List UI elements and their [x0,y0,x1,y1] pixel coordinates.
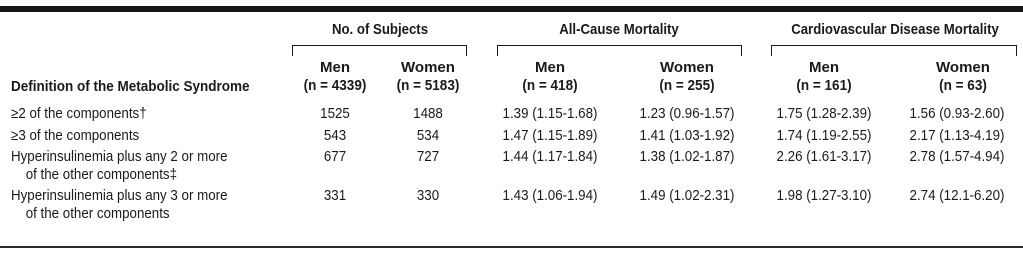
col-header-subjects-women [383,59,473,95]
group-bracket-all-cause [497,45,742,56]
col-sex-label: Men [809,59,839,76]
table-cell: 1.75 (1.28-2.39) [776,106,872,122]
col-sex-label: Women [660,59,714,76]
row-label-line2: of the other components‡ [25,167,178,183]
group-title-all-cause: All-Cause Mortality [559,21,679,38]
col-n-label: (n = 418) [522,77,578,94]
col-sex-label: Men [535,59,565,76]
table-cell: 2.26 (1.61-3.17) [776,149,872,165]
row-label-line1: Hyperinsulinemia plus any 2 or more [11,149,228,165]
col-sex-label: Women [936,59,990,76]
row-label-line1: ≥2 of the components† [11,106,147,122]
row-header: Definition of the Metabolic Syndrome [11,78,250,95]
table-cell: 1.56 (0.93-2.60) [909,106,1005,122]
col-header-subjects-men [290,59,380,95]
table-bottom-rule [0,246,1023,248]
col-sex-label: Men [320,59,350,76]
table-cell: 1.74 (1.19-2.55) [776,128,872,144]
table-cell: 727 [416,149,440,165]
col-header-allcause-women [637,59,737,95]
table-cell: 2.17 (1.13-4.19) [909,128,1005,144]
table-cell: 534 [416,128,440,144]
col-n-label: (n = 161) [796,77,852,94]
table-cell: 330 [416,188,440,204]
table-cell: 2.74 (12.1-6.20) [909,188,1005,204]
col-n-label: (n = 255) [659,77,715,94]
col-header-cvd-women [913,59,1013,95]
group-bracket-subjects [292,45,467,56]
col-header-cvd-men [774,59,874,95]
table-cell: 1.43 (1.06-1.94) [502,188,598,204]
row-label-line2: of the other components [25,206,170,222]
table-cell: 1.98 (1.27-3.10) [776,188,872,204]
row-label-line1: ≥3 of the components [11,128,140,144]
group-title-cvd: Cardiovascular Disease Mortality [791,21,999,38]
row-label [11,187,228,223]
table-cell: 1.49 (1.02-2.31) [639,188,735,204]
row-label [11,127,139,145]
group-title-subjects: No. of Subjects [331,21,429,38]
table-cell: 1.39 (1.15-1.68) [502,106,598,122]
table-cell: 1.41 (1.03-1.92) [639,128,735,144]
table-cell: 543 [323,128,347,144]
col-n-label: (n = 5183) [396,77,460,94]
table-cell: 1.47 (1.15-1.89) [502,128,598,144]
table-cell: 1525 [320,106,350,122]
group-bracket-cvd [771,45,1017,56]
table-top-rule [0,6,1023,12]
col-sex-label: Women [401,59,455,76]
row-label-line1: Hyperinsulinemia plus any 3 or more [11,188,228,204]
table-cell: 1.23 (0.96-1.57) [639,106,735,122]
table-cell: 2.78 (1.57-4.94) [909,149,1005,165]
table-cell: 1.38 (1.02-1.87) [639,149,735,165]
col-n-label: (n = 4339) [303,77,367,94]
row-label [11,105,147,123]
col-n-label: (n = 63) [939,77,987,94]
col-header-allcause-men [500,59,600,95]
table-cell: 331 [323,188,347,204]
table-cell: 1488 [413,106,443,122]
table-cell: 1.44 (1.17-1.84) [502,149,598,165]
table-cell: 677 [323,149,347,165]
row-label [11,148,228,184]
